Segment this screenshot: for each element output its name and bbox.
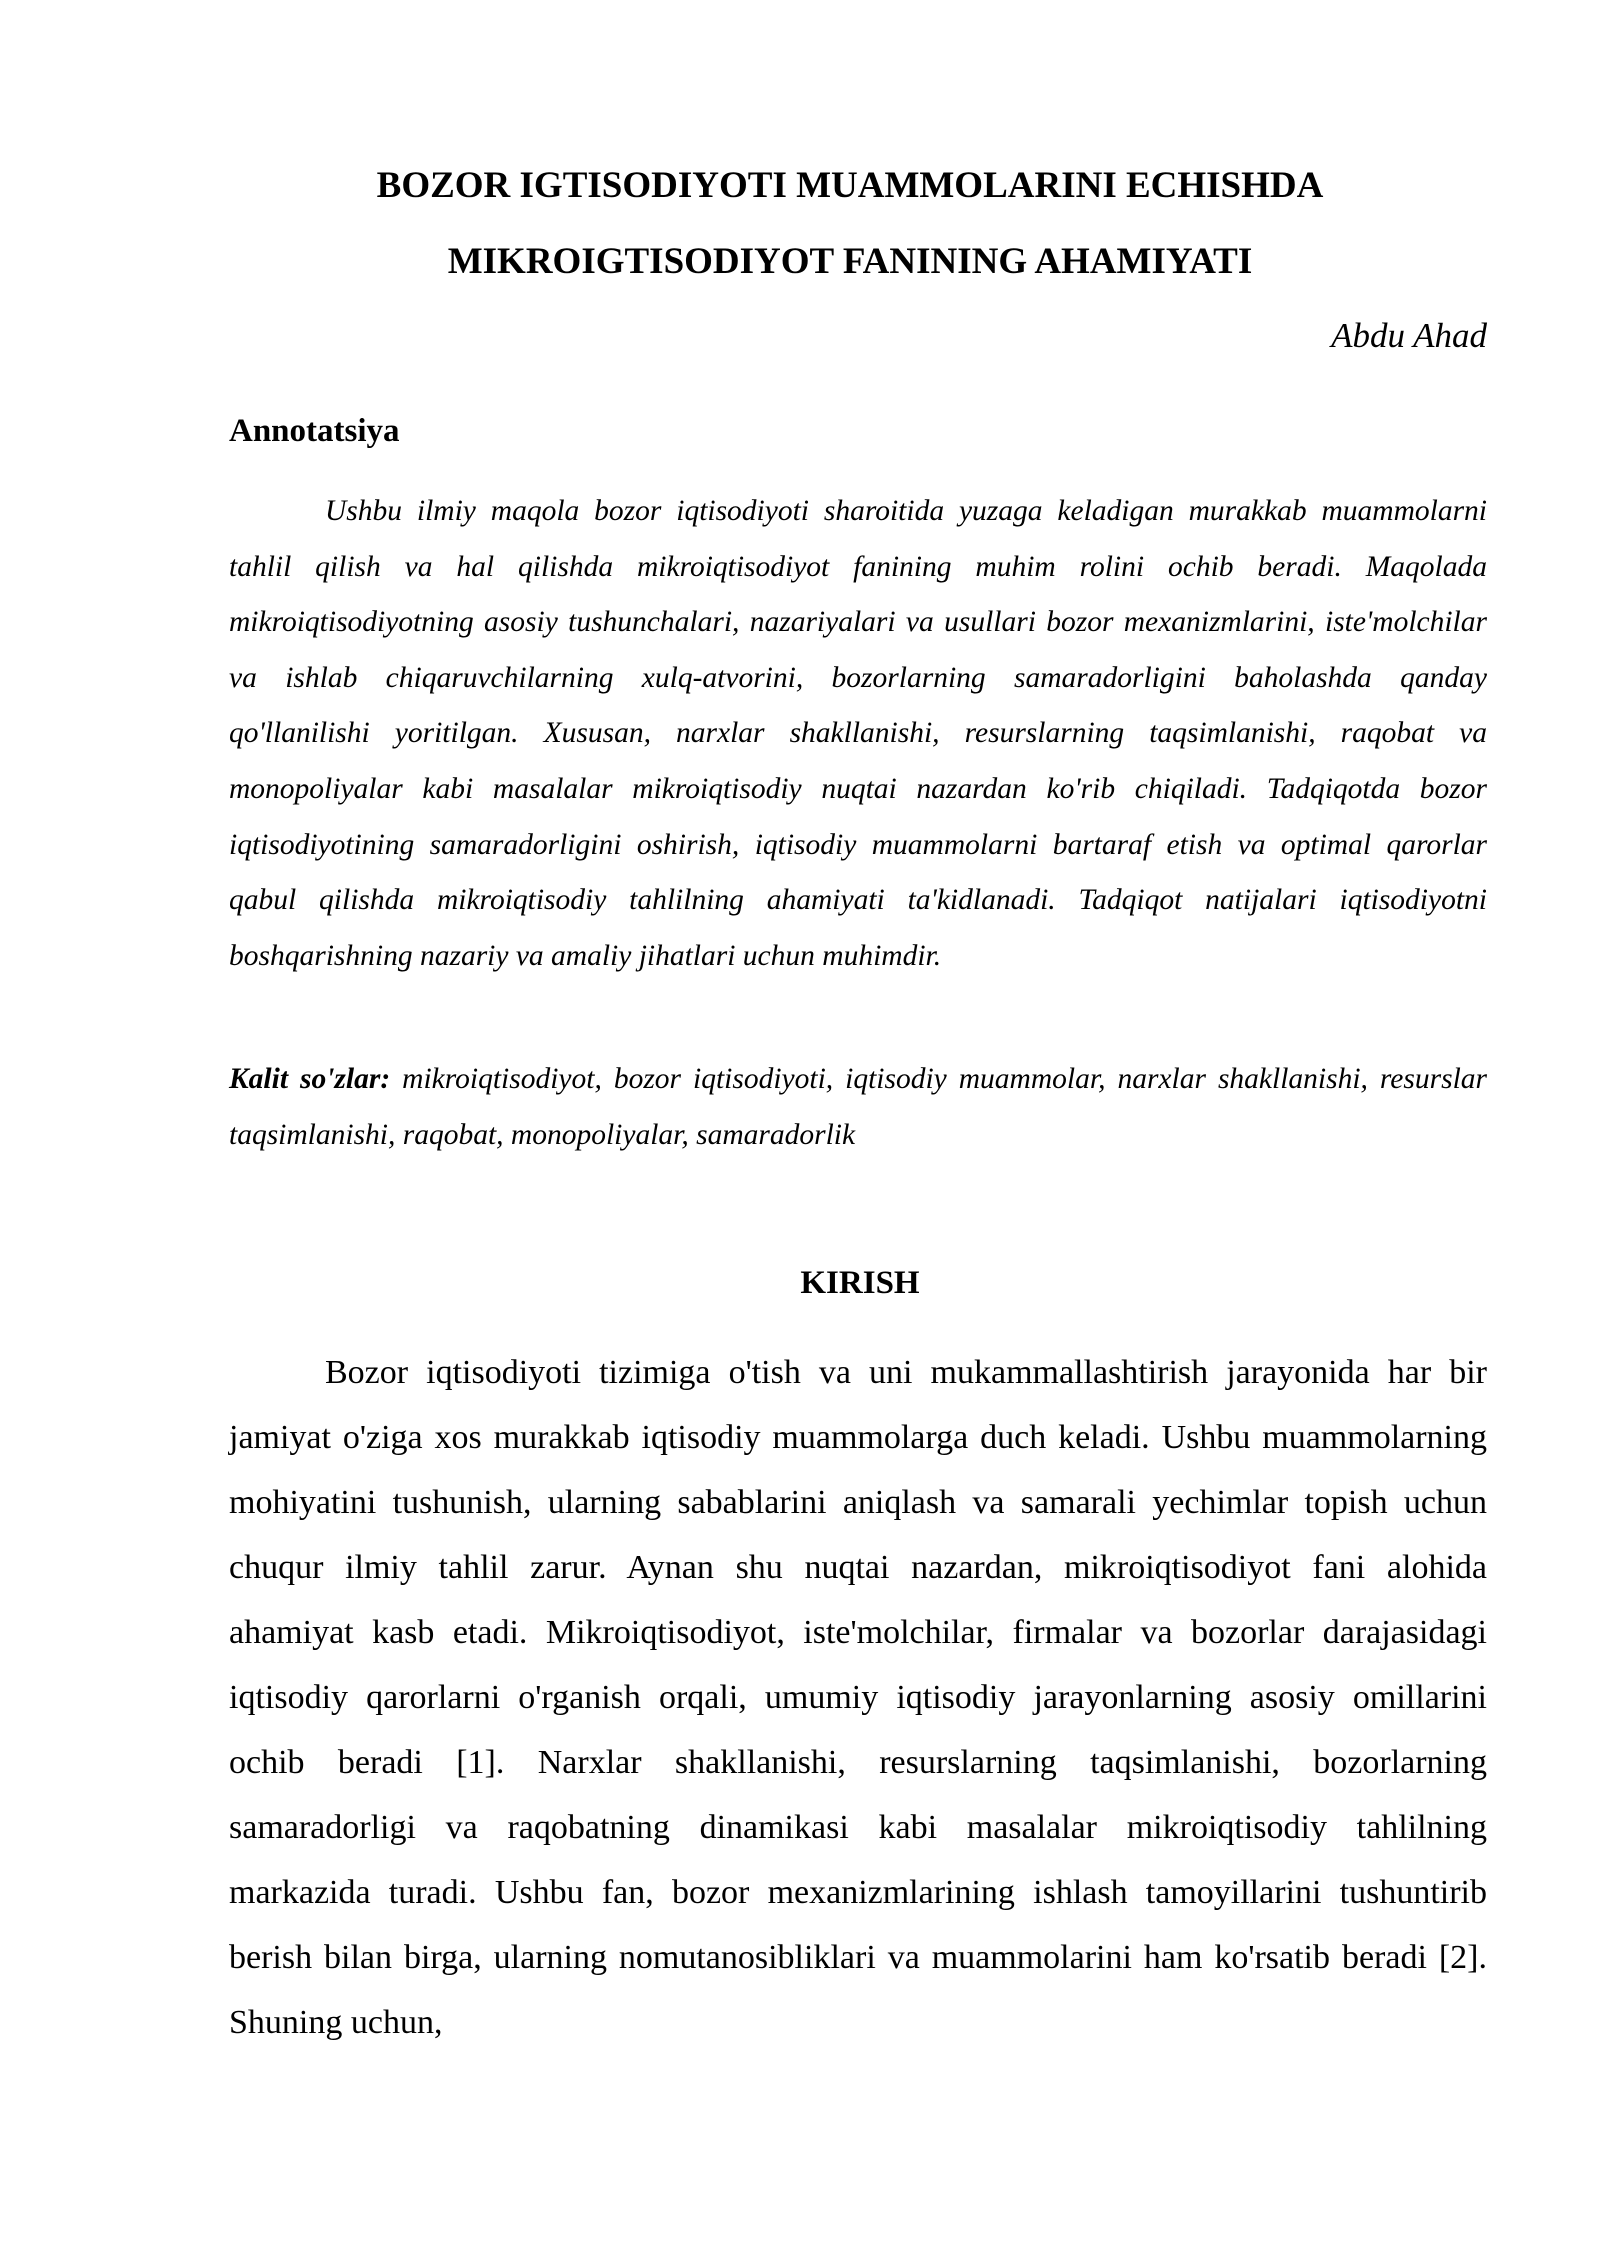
- section-body-text: Bozor iqtisodiyoti tizimiga o'tish va uni mukammallashtirish jarayonida har bir jamiyat o'ziga xos murakkab iqtisodiy muammolarga duch keladi. Ushbu muammolarning mohiyatini tushunish, ularning sabablarini aniqlash va samarali yechimlar topish uchun chuqur ilmiy tahlil zarur. Aynan shu nuqtai nazardan, mikroiqtisodiyot fani alohida ahamiyat kasb etadi. Mikroiqtisodiyot, iste'molchilar, firmalar va bozorlar darajasidagi iqtisodiy qarorlarni o'rganish orqali, umumiy iqtisodiy jarayonlarning asosiy omillarini ochib beradi [1]. Narxlar shakllanishi, resurslarning taqsimlanishi, bozorlarning samaradorligi va raqobatning dinamikasi kabi masalalar mikroiqtisodiy tahlilning markazida turadi. Ushbu fan, bozor mexanizmlarining ishlash tamoyillarini tushuntirib berish bilan birga, ularning nomutanosibliklari va muammolarini ham ko'rsatib beradi [2]. Shuning uchun,: [229, 1354, 1487, 2041]
- keywords-paragraph: [229, 1052, 1487, 1163]
- annotation-text: Ushbu ilmiy maqola bozor iqtisodiyoti sharoitida yuzaga keladigan murakkab muammolarni tahlil qilish va hal qilishda mikroiqtisodiyot fanining muhim rolini ochib beradi. Maqolada mikroiqtisodiyotning asosiy tushunchalari, nazariyalari va usullari bozor mexanizmlarini, iste'molchilar va ishlab chiqaruvchilarning xulq-atvorini, bozorlarning samaradorligini baholashda qanday qo'llanilishi yoritilgan. Xususan, narxlar shakllanishi, resurslarning taqsimlanishi, raqobat va monopoliyalar kabi masalalar mikroiqtisodiy nuqtai nazardan ko'rib chiqiladi. Tadqiqotda bozor iqtisodiyotining samaradorligini oshirish, iqtisodiy muammolarni bartaraf etish va optimal qarorlar qabul qilishda mikroiqtisodiy tahlilning ahamiyati ta'kidlanadi. Tadqiqot natijalari iqtisodiyotni boshqarishning nazariy va amaliy jihatlari uchun muhimdir.: [229, 495, 1487, 972]
- keywords-list: mikroiqtisodiyot, bozor iqtisodiyoti, iqtisodiy muammolar, narxlar shakllanishi, resurslar taqsimlanishi, raqobat, monopoliyalar, samaradorlik: [229, 1063, 1487, 1151]
- section-heading-kirish: KIRISH: [800, 1265, 920, 1301]
- paper-title: [230, 148, 1470, 300]
- title-line-1: BOZOR IGTISODIYOTI MUAMMOLARINI ECHISHDA: [376, 165, 1324, 206]
- author-name: Abdu Ahad: [1331, 316, 1487, 355]
- keywords-label: Kalit so'zlar:: [229, 1063, 391, 1095]
- title-line-2: MIKROIGTISODIYOT FANINING AHAMIYATI: [447, 241, 1253, 282]
- annotation-heading: Annotatsiya: [229, 413, 400, 449]
